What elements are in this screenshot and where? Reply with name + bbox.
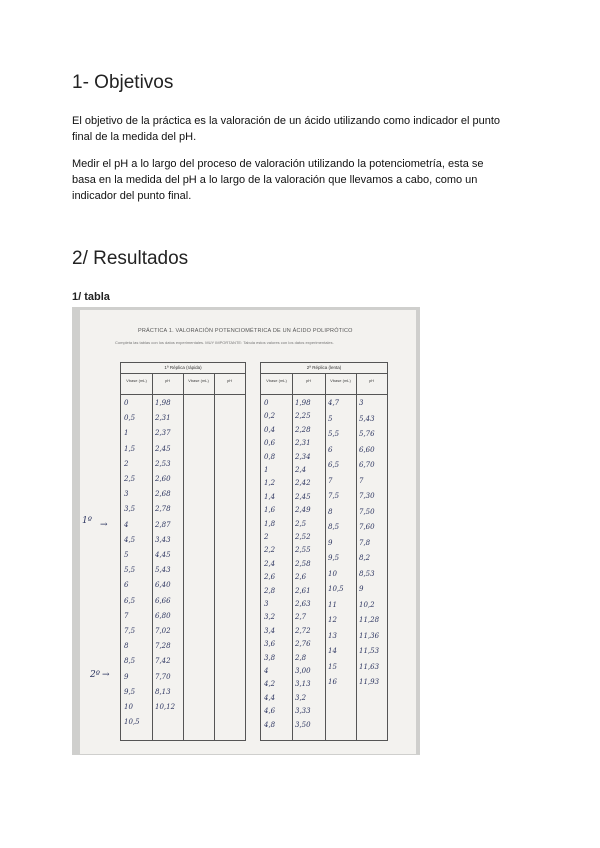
table-cell-ph: 2,31 <box>155 414 171 423</box>
table-cell-ph: 8,13 <box>155 687 171 696</box>
table-cell-ph: 2,7 <box>295 613 307 622</box>
t2-header-ph-2: pH <box>356 373 387 395</box>
replica-1-caption: 1ª Réplica (rápida) <box>121 363 245 374</box>
table-cell-vbase: 8,5 <box>124 657 136 666</box>
table-cell-vbase: 6 <box>124 581 129 590</box>
t2-header-vbase: Vbase (mL) <box>261 373 292 395</box>
table-cell-ph: 2,58 <box>295 559 311 568</box>
table-cell-vbase: 1,8 <box>264 519 276 528</box>
table-cell-ph: 2,76 <box>295 640 311 649</box>
table-cell-vbase: 3,6 <box>264 640 276 649</box>
table-cell-ph: 2,53 <box>155 459 171 468</box>
table-cell-ph: 2,52 <box>295 533 311 541</box>
table-cell-vbase: 2 <box>264 533 269 541</box>
table-cell-vbase: 16 <box>328 678 337 686</box>
table-cell-ph: 7,60 <box>359 523 375 531</box>
table-cell-ph: 2,78 <box>155 505 171 514</box>
t1-header-ph: pH <box>152 373 183 395</box>
arrow-icon-2: → <box>102 670 110 680</box>
table-cell-vbase: 2,4 <box>264 559 276 568</box>
table-cell-vbase: 0,2 <box>264 412 276 421</box>
table-cell-ph: 2,37 <box>155 429 171 438</box>
table-cell-ph: 7,28 <box>155 642 171 651</box>
table-cell-vbase: 2,8 <box>264 586 276 595</box>
table-cell-ph: 3,13 <box>295 680 311 689</box>
table-cell-vbase: 2,6 <box>264 573 276 582</box>
table-cell-ph: 2,45 <box>155 444 171 453</box>
table-cell-ph: 8,2 <box>359 554 371 562</box>
table-cell-ph: 6,60 <box>359 445 375 454</box>
table-cell-vbase: 1 <box>264 466 269 474</box>
arrow-icon: → <box>100 520 108 530</box>
table-cell-vbase: 1,2 <box>264 479 276 488</box>
table-cell-vbase: 9,5 <box>124 687 136 696</box>
table-cell-ph: 10,2 <box>359 600 375 609</box>
table-cell-vbase: 2 <box>124 459 129 468</box>
table-cell-ph: 3,50 <box>295 720 311 729</box>
table-cell-ph: 5,76 <box>359 430 375 438</box>
table-cell-ph: 2,31 <box>295 439 311 448</box>
table-cell-vbase: 1,4 <box>264 492 276 501</box>
table-cell-vbase: 5,5 <box>328 430 340 438</box>
table-cell-vbase: 3,4 <box>264 626 276 635</box>
table-cell-vbase: 4,8 <box>264 720 276 729</box>
table-cell-ph: 7,42 <box>155 657 171 666</box>
annotation-second-endpoint: 2º <box>90 670 100 680</box>
table-cell-ph: 4,45 <box>155 551 171 559</box>
table-cell-ph: 11,28 <box>359 616 380 624</box>
replica-2-table <box>260 362 388 741</box>
table-cell-vbase: 1,5 <box>124 444 136 453</box>
paragraph-medir-ph: Medir el pH a lo largo del proceso de valoración utilizando la potenciometría, esta se basa en la medida del pH a lo largo de la valoración que llevamos a cabo, como un indicador del punto final. <box>72 158 484 202</box>
t1-header-ph-2: pH <box>214 373 245 395</box>
table-cell-vbase: 4,7 <box>328 399 340 407</box>
table-cell-vbase: 4 <box>124 520 129 529</box>
table-cell-vbase: 9 <box>328 538 333 547</box>
table-cell-ph: 11,93 <box>359 678 380 686</box>
table-cell-vbase: 0,5 <box>124 414 136 423</box>
table-cell-vbase: 0,4 <box>264 425 276 434</box>
table-cell-ph: 7 <box>359 476 364 485</box>
table-cell-ph: 2,6 <box>295 573 307 582</box>
table-cell-vbase: 10 <box>124 703 133 711</box>
table-cell-ph: 2,55 <box>295 546 311 555</box>
table-cell-ph: 3 <box>359 399 364 407</box>
table-cell-vbase: 10,5 <box>328 585 344 593</box>
t2-header-ph: pH <box>292 373 325 395</box>
table-cell-vbase: 0,8 <box>264 452 276 461</box>
table-cell-vbase: 8,5 <box>328 523 340 531</box>
table-cell-vbase: 4 <box>264 667 269 675</box>
table-cell-vbase: 5 <box>124 551 129 559</box>
table-cell-ph: 2,4 <box>295 466 307 474</box>
table-cell-vbase: 4,4 <box>264 693 276 702</box>
table-cell-vbase: 3 <box>124 490 129 499</box>
table-cell-ph: 7,8 <box>359 538 371 547</box>
table-cell-vbase: 10,5 <box>124 718 140 727</box>
sheet-note: Completa las tablas con los datos experimentales. MUY IMPORTANTE: Tabula estos valores con los datos experimentales. <box>115 340 334 345</box>
table-cell-ph: 3,43 <box>155 535 171 544</box>
annotation-first-endpoint: 1º <box>82 516 92 526</box>
section-heading-resultados: 2/ Resultados <box>72 248 189 269</box>
table-cell-vbase: 5 <box>328 414 333 423</box>
table-cell-vbase: 2,2 <box>264 546 276 555</box>
t1-header-vbase-2: Vbase (mL) <box>183 373 214 395</box>
table-cell-vbase: 13 <box>328 631 337 640</box>
table-cell-vbase: 5,5 <box>124 566 136 575</box>
table-cell-ph: 10,12 <box>155 703 176 711</box>
table-cell-vbase: 6 <box>328 445 333 454</box>
table-cell-vbase: 8 <box>124 642 129 651</box>
table-cell-vbase: 4,2 <box>264 680 276 689</box>
table-cell-vbase: 10 <box>328 569 337 578</box>
table-cell-vbase: 3,2 <box>264 613 276 622</box>
table-cell-ph: 2,72 <box>295 626 311 635</box>
table-cell-vbase: 15 <box>328 662 337 671</box>
paragraph-objetivo: El objetivo de la práctica es la valoración de un ácido utilizando como indicador el punto final de la medida del pH. <box>72 115 501 143</box>
table-cell-ph: 3,33 <box>295 707 311 716</box>
table-photo <box>72 307 420 755</box>
t1-header-vbase: Vbase (mL) <box>121 373 152 395</box>
table-cell-ph: 9 <box>359 585 364 593</box>
table-cell-vbase: 8 <box>328 507 333 516</box>
table-cell-ph: 2,63 <box>295 600 311 608</box>
table-cell-vbase: 9,5 <box>328 554 340 562</box>
replica-2-caption: 2ª Réplica (lenta) <box>261 363 387 374</box>
table-cell-ph: 6,66 <box>155 596 171 605</box>
table-cell-ph: 2,34 <box>295 452 311 461</box>
section-heading-objetivos: 1- Objetivos <box>72 72 174 93</box>
table-cell-vbase: 1 <box>124 429 129 438</box>
table-cell-vbase: 9 <box>124 672 129 681</box>
table-cell-vbase: 0,6 <box>264 439 276 448</box>
table-cell-ph: 7,50 <box>359 507 375 516</box>
table-cell-ph: 2,8 <box>295 653 307 662</box>
table-cell-vbase: 3 <box>264 600 269 608</box>
sheet-title: PRÁCTICA 1. VALORACIÓN POTENCIOMÉTRICA DE UN ÁCIDO POLIPRÓTICO <box>138 328 353 334</box>
table-cell-vbase: 1,6 <box>264 506 276 515</box>
table-cell-ph: 6,70 <box>359 461 375 469</box>
table-cell-ph: 2,45 <box>295 492 311 501</box>
table-cell-ph: 2,49 <box>295 506 311 515</box>
table-cell-ph: 11,63 <box>359 662 380 671</box>
table-cell-vbase: 4,5 <box>124 535 136 544</box>
table-cell-ph: 2,60 <box>155 475 171 483</box>
table-cell-ph: 2,25 <box>295 412 311 421</box>
table-cell-ph: 2,5 <box>295 519 307 528</box>
table-cell-ph: 2,61 <box>295 586 311 595</box>
table-cell-vbase: 7,5 <box>328 492 340 500</box>
table-cell-ph: 1,98 <box>155 399 171 407</box>
table-cell-vbase: 3,5 <box>124 505 136 514</box>
table-cell-vbase: 7 <box>124 611 129 620</box>
table-cell-ph: 5,43 <box>155 566 171 575</box>
table-cell-ph: 7,02 <box>155 627 171 635</box>
table-cell-vbase: 11 <box>328 600 337 609</box>
t2-header-vbase-2: Vbase (mL) <box>325 373 356 395</box>
table-cell-vbase: 6,5 <box>124 596 136 605</box>
table-cell-vbase: 14 <box>328 647 337 655</box>
table-cell-vbase: 6,5 <box>328 461 340 469</box>
replica-1-table <box>120 362 246 741</box>
table-cell-ph: 3,00 <box>295 667 311 675</box>
table-cell-vbase: 7,5 <box>124 627 136 635</box>
table-cell-ph: 1,98 <box>295 399 311 407</box>
table-cell-ph: 6,40 <box>155 581 171 590</box>
table-cell-ph: 8,53 <box>359 569 375 578</box>
table-cell-ph: 11,53 <box>359 647 380 655</box>
table-cell-vbase: 0 <box>124 399 129 407</box>
table-cell-vbase: 7 <box>328 476 333 485</box>
table-cell-ph: 2,42 <box>295 479 311 488</box>
table-cell-ph: 7,70 <box>155 672 171 681</box>
table-cell-vbase: 3,8 <box>264 653 276 662</box>
table-cell-ph: 3,2 <box>295 693 307 702</box>
table-cell-ph: 7,30 <box>359 492 375 500</box>
table-cell-vbase: 4,6 <box>264 707 276 716</box>
lab-sheet <box>80 310 416 754</box>
table-cell-ph: 2,68 <box>155 490 171 499</box>
table-cell-ph: 5,43 <box>359 414 375 423</box>
subheading-tabla: 1/ tabla <box>72 291 110 303</box>
table-cell-ph: 2,28 <box>295 425 311 434</box>
table-cell-ph: 2,87 <box>155 520 171 529</box>
table-cell-ph: 6,80 <box>155 611 171 620</box>
table-cell-vbase: 0 <box>264 399 269 407</box>
table-cell-vbase: 12 <box>328 616 337 624</box>
table-cell-ph: 11,36 <box>359 631 380 640</box>
table-cell-vbase: 2,5 <box>124 475 136 483</box>
